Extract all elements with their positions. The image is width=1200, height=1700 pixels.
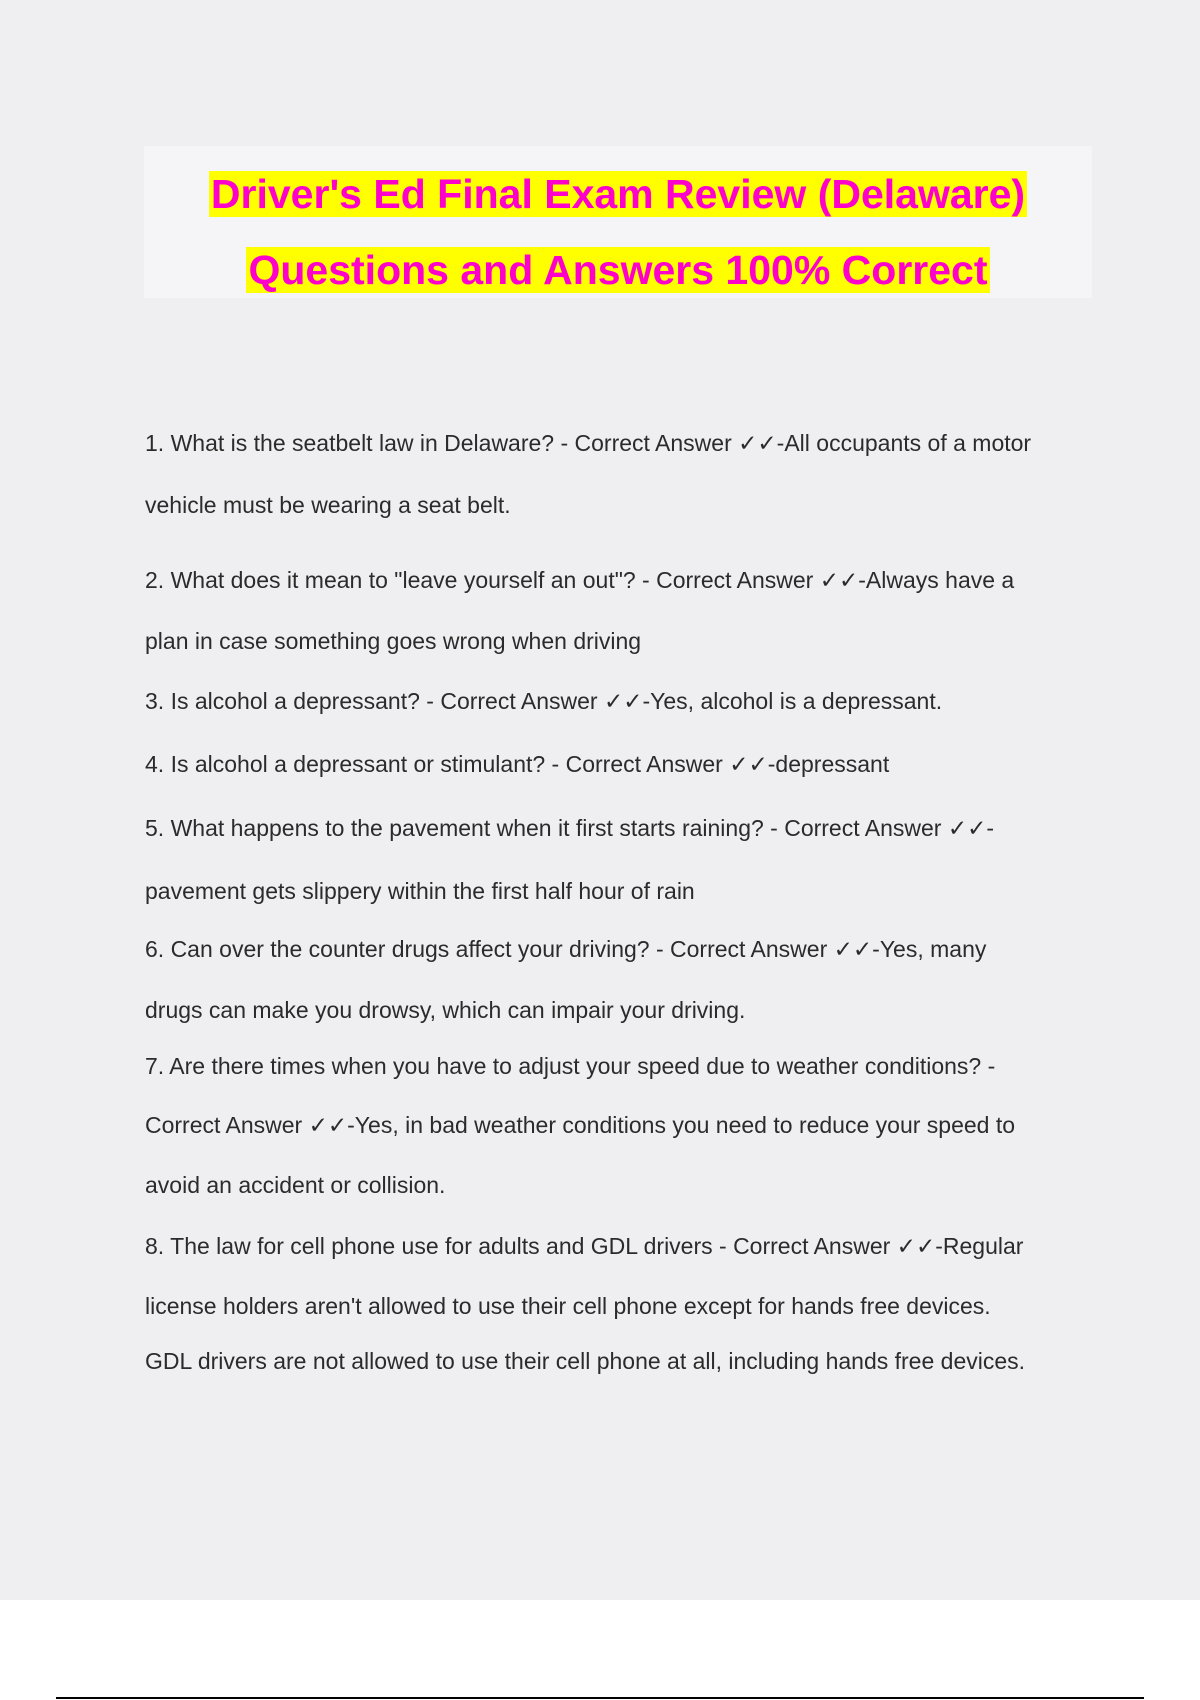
text-line-q8-cont-2: GDL drivers are not allowed to use their cell phone at all, including hands free devices. <box>145 1348 1026 1374</box>
text-line-q7-cont: Correct Answer ✓✓-Yes, in bad weather conditions you need to reduce your speed to <box>145 1112 1016 1138</box>
text-line-q1: 1. What is the seatbelt law in Delaware? - Correct Answer ✓✓-All occupants of a motor <box>145 430 1032 456</box>
text-line-q5: 5. What happens to the pavement when it first starts raining? - Correct Answer ✓✓- <box>145 815 995 841</box>
text-line-q4: 4. Is alcohol a depressant or stimulant? - Correct Answer ✓✓-depressant <box>145 751 890 777</box>
text-line-q7: 7. Are there times when you have to adjust your speed due to weather conditions? - <box>145 1053 996 1079</box>
text-line-q8: 8. The law for cell phone use for adults and GDL drivers - Correct Answer ✓✓-Regular <box>145 1233 1024 1259</box>
title-block <box>144 146 1092 298</box>
title-line-1: Driver's Ed Final Exam Review (Delaware) <box>210 171 1026 217</box>
text-line-q2-cont: plan in case something goes wrong when driving <box>145 628 642 654</box>
text-line-q8-cont: license holders aren't allowed to use their cell phone except for hands free devices. <box>145 1293 991 1319</box>
text-line-q1-cont: vehicle must be wearing a seat belt. <box>145 492 511 518</box>
text-line-q6: 6. Can over the counter drugs affect your driving? - Correct Answer ✓✓-Yes, many <box>145 936 987 962</box>
text-line-q3: 3. Is alcohol a depressant? - Correct Answer ✓✓-Yes, alcohol is a depressant. <box>145 688 943 714</box>
bottom-divider <box>56 1697 1144 1699</box>
text-line-q7-cont-2: avoid an accident or collision. <box>145 1172 446 1198</box>
text-line-q5-cont: pavement gets slippery within the first half hour of rain <box>145 878 695 904</box>
text-line-q2: 2. What does it mean to "leave yourself an out"? - Correct Answer ✓✓-Always have a <box>145 567 1015 593</box>
title-line-2: Questions and Answers 100% Correct <box>248 247 988 293</box>
text-line-q6-cont: drugs can make you drowsy, which can impair your driving. <box>145 997 746 1023</box>
